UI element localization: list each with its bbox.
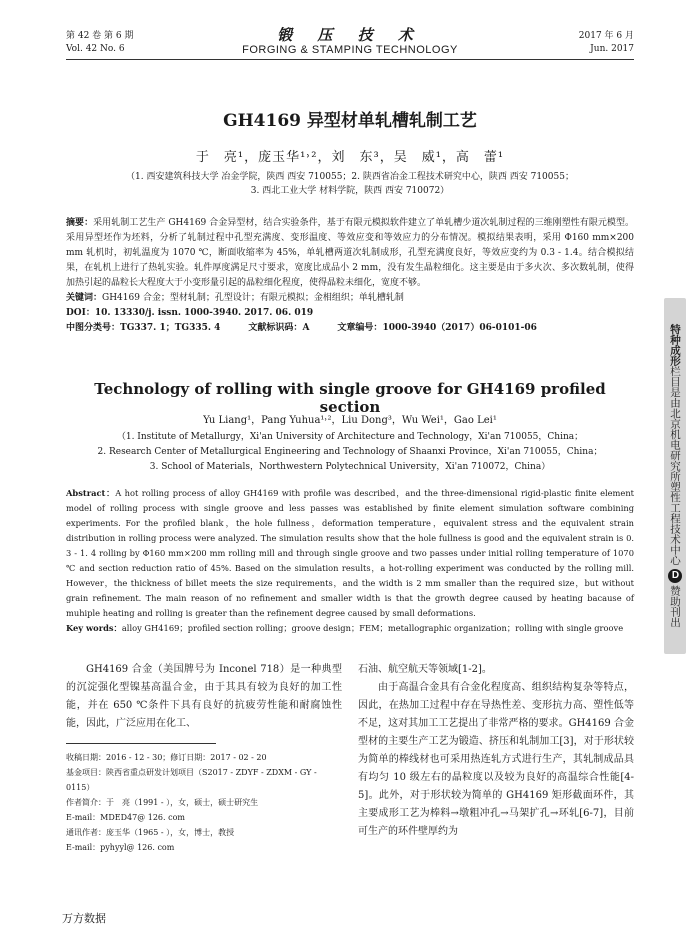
- body-paragraph: GH4169 合金（美国牌号为 Inconel 718）是一种典型的沉淀强化型镍基高温合金，由于其具有较为良好的加工性能，并在 650 ℃条件下具有良好的抗疲劳性能和耐腐蚀性能，因此，广泛应用在化工、: [66, 664, 342, 729]
- body-column-right: [358, 661, 634, 841]
- abstract-en-paragraph: [66, 486, 634, 621]
- header-date: [579, 30, 634, 56]
- keywords-en-label: Key words：: [66, 623, 122, 633]
- footnote-received: 收稿日期：2016 - 12 - 30；修订日期：2017 - 02 - 20: [66, 753, 267, 762]
- journal-name-en: FORGING & STAMPING TECHNOLOGY: [242, 44, 458, 56]
- header-divider: [66, 59, 634, 60]
- affiliation-en-line: 2. Research Center of Metallurgical Engineering and Technology of Shaanxi Province，Xi'an 710055，China；: [97, 447, 603, 457]
- keywords-en: [66, 621, 634, 636]
- header-journal: [200, 26, 500, 57]
- abstract-cn-label: 摘要：: [66, 218, 94, 228]
- side-tab-lead: 特种成形: [669, 324, 681, 367]
- footnotes: [66, 750, 342, 855]
- authors-en: Yu Liang¹，Pang Yuhua¹˒²，Liu Dong³，Wu Wei¹，Gao Lei¹: [203, 415, 497, 426]
- authors-cn: 于 亮¹，庞玉华¹˒²，刘 东³，吴 威¹，高 蕾¹: [195, 150, 505, 165]
- clc-value: TG337. 1；TG335. 4: [120, 323, 221, 333]
- paper-title-en: Technology of rolling with single groove for GH4169 profiled section: [94, 380, 606, 416]
- affiliation-cn-line: （1. 西安建筑科技大学 冶金学院，陕西 西安 710055；2. 陕西省冶金工程技术研究中心，陕西 西安 710055；: [126, 172, 574, 182]
- side-tab-text: [664, 302, 686, 650]
- doi-line: [66, 306, 634, 321]
- paper-title-cn: GH4169 异型材单轧槽轧制工艺: [223, 111, 477, 131]
- abstract-cn: [66, 216, 634, 336]
- footnote-corresponding: 通讯作者：庞玉华（1965 - ），女，博士，教授: [66, 828, 235, 837]
- side-tab-body: 栏目是由北京机电研究所塑性工程技术中心: [669, 366, 681, 566]
- body-paragraph: 由于高温合金具有合金化程度高、组织结构复杂等特点，因此，在热加工过程中存在导热性差、变形抗力高、塑性低等不足，这对其加工工艺提出了非常严格的要求。GH4169 合金型材的主要生产工艺为锻造、挤压和轧制加工[3]，对于形状较为简单的棒线材也可采用热连轧方式进行生产，其轧制成品具有均匀 10 级左右的晶粒度以及较为良好的高温综合性能[4-5]。此外，对于形状较为简单的 GH4169 矩形截面环件，其主要成形工艺为棒料→墩粗冲孔→马架扩孔→环轧[6-7]，目前可生产的环件壁厚约为: [358, 682, 634, 837]
- journal-name-cn: 锻 压 技 术: [277, 26, 423, 44]
- header-volume: [66, 30, 133, 56]
- article-no-label: 文章编号：: [337, 323, 383, 333]
- abstract-en-text: A hot rolling process of alloy GH4169 with profile was described，and the three-dimensional rigid-plastic finite element model of rolling process with single groove and less passes was established by finite element simulation software combining experiments. For the profiled blank，the hole fullness，deformation temperature，equivalent stress and the equivalent strain distribution in rolling process were analyzed. The simulation results show that the hole fullness is good and the equivalent strain is 0. 3 - 1. 4 rolling by Φ160 mm×200 mm rolling mill and through single groove and two passes under initial rolling temperature of 1070 ℃ and section reduction ratio of 45%. Based on the simulation results，a hot-rolling experiment was conducted by the rolling mill. However，the thickness of billet meets the size requirements，and the width is 2 mm smaller than the required size，but without grain refinement. The main reason of no refinement and smaller width is that the growth degree caused by heating bacause of muhiple heating and rolling is greater than the refinement degree caused by small deformations.: [66, 488, 634, 618]
- doc-code-label: 文献标识码：: [248, 323, 303, 333]
- clc-label: 中图分类号：: [66, 323, 121, 333]
- keywords-cn-label: 关键词：: [66, 293, 103, 303]
- affiliation-en-line: 3. School of Materials，Northwestern Polytechnical University，Xi'an 710072，China）: [149, 462, 551, 472]
- affiliations-cn: [66, 170, 634, 198]
- affiliation-en-line: （1. Institute of Metallurgy，Xi'an University of Architecture and Technology，Xi'an 710055，China；: [116, 432, 584, 442]
- keywords-cn: [66, 291, 634, 306]
- footnote-divider: [66, 743, 216, 744]
- volume-en: Vol. 42 No. 6: [66, 44, 125, 54]
- keywords-en-text: alloy GH4169；profiled section rolling；groove design；FEM；metallographic organization；rolling with single groove: [121, 623, 624, 633]
- volume-cn: 第 42 卷 第 6 期: [66, 31, 134, 41]
- body-paragraph: 石油、航空航天等领域[1-2]。: [358, 664, 492, 675]
- sponsor-logo-icon: D: [670, 570, 681, 582]
- footnote-email: E-mail：MDED47@ 126. com: [66, 813, 185, 822]
- doi-label: DOI：: [66, 308, 95, 318]
- date-en: Jun. 2017: [590, 44, 634, 54]
- wanfang-watermark: 万方数据: [62, 912, 106, 925]
- classification-line: [66, 321, 634, 336]
- keywords-cn-text: GH4169 合金；型材轧制；孔型设计；有限元模拟；金相组织；单轧槽轧制: [102, 293, 404, 303]
- side-column-tab: [664, 298, 686, 654]
- date-cn: 2017 年 6 月: [578, 31, 634, 41]
- abstract-cn-paragraph: [66, 216, 634, 291]
- abstract-en: [66, 486, 634, 636]
- doc-code-value: A: [302, 323, 310, 333]
- body-column-left: [66, 661, 342, 733]
- footnote-author: 作者简介：于 亮（1991 - ），女，硕士，硕士研究生: [66, 798, 259, 807]
- article-no-value: 1000-3940（2017）06-0101-06: [382, 323, 537, 333]
- abstract-en-label: Abstract：: [66, 488, 116, 498]
- doi-value: 10. 13330/j. issn. 1000-3940. 2017. 06. 019: [94, 308, 314, 318]
- footnote-fund: 基金项目：陕西省重点研发计划项目（S2017 - ZDYF - ZDXM - GY - 0115）: [66, 768, 317, 792]
- side-tab-tail: 赞助刊出: [669, 585, 681, 628]
- affiliation-cn-line: 3. 西北工业大学 材料学院，陕西 西安 710072）: [250, 186, 450, 196]
- abstract-cn-text: 采用轧制工艺生产 GH4169 合金异型材，结合实验条件，基于有限元模拟软件建立了单轧槽少道次轧制过程的三维刚塑性有限元模型。采用异型坯作为坯料，分析了轧制过程中孔型充满度、变形温度、等效应变和等效应力的分布情况。模拟结果表明，采用 Φ160 mm×200 mm 轧机时，初轧温度为 1070 ℃，断面收缩率为 45%，单轧槽两道次轧制成形，孔型充满度良好，等效应变约为 0.3 - 1.4。结合模拟结果，在轧机上进行了热轧实验。轧件厚度满足尺寸要求，宽度比成品小 2 mm，没有发生晶粒细化。这主要是由于多火次、多次数轧制，使得加热引起的晶粒长大程度大于小变形量引起的晶粒细化程度，使得晶粒未细化，宽度不够。: [66, 218, 634, 288]
- affiliations-en: [66, 430, 634, 475]
- footnote-email: E-mail：pyhyyl@ 126. com: [66, 843, 175, 852]
